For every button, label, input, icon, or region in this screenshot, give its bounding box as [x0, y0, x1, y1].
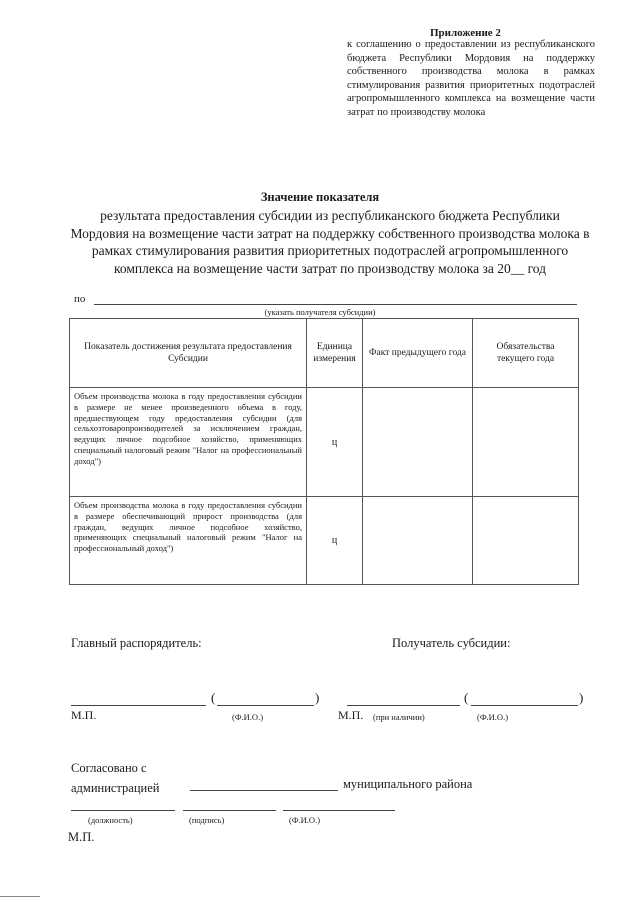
agreement-line-2: администрацией	[71, 781, 160, 795]
admin-fio-caption: (Ф.И.О.)	[232, 712, 264, 722]
agreement-line-1: Согласовано с	[71, 761, 147, 775]
signature-caption: (подпись)	[189, 815, 225, 825]
header-indicator: Показатель достижения результата предоставления Субсидии	[70, 319, 307, 388]
recipient-fio-bracket-open: (	[464, 690, 469, 705]
admin-fio-bracket-open: (	[211, 690, 216, 705]
unit-cell: ц	[307, 497, 363, 585]
obligation-cell[interactable]	[473, 388, 579, 497]
header-fact: Факт предыдущего года	[363, 319, 473, 388]
agreement-label	[71, 758, 159, 798]
recipient-fio-caption: (Ф.И.О.)	[477, 712, 509, 722]
recipient-stamp-note: (при наличии)	[373, 712, 425, 722]
recipient-fill-line	[94, 304, 577, 305]
admin-signature-line	[71, 705, 206, 706]
admin-stamp-place: М.П.	[71, 708, 97, 722]
indicator-cell: Объем производства молока в году предоставления субсидии в размере обеспечивающий прирост производства (для граждан, ведущих личное подсобное хозяйство, применяющих специальный налоговый режим "Налог на профессиональный доход")	[70, 497, 307, 585]
appendix-title: Приложение 2	[430, 27, 501, 39]
subsidy-recipient-label: Получатель субсидии:	[392, 636, 511, 650]
recipient-stamp-place: М.П.	[338, 708, 364, 722]
fact-cell[interactable]	[363, 497, 473, 585]
signature-line	[183, 810, 276, 811]
page-edge-mark	[0, 896, 40, 897]
recipient-hint: (указать получателя субсидии)	[264, 307, 376, 317]
agreement-stamp-place: М.П.	[68, 830, 95, 844]
unit-cell: ц	[307, 388, 363, 497]
table-row	[70, 388, 579, 497]
header-obligation: Обязательства текущего года	[473, 319, 579, 388]
municipal-district-label: муниципального района	[343, 777, 473, 791]
recipient-fio-bracket-close: )	[579, 690, 584, 705]
administration-fill-line	[190, 790, 338, 791]
appendix-text: к соглашению о предоставлении из республиканского бюджета Республики Мордовия на поддержку собственного производства молока в рамках стимулирования развития приоритетных подотраслей агропромышленного комплекса на возмещение части затрат по производству молока	[347, 39, 595, 118]
main-administrator-label: Главный распорядитель:	[71, 636, 202, 650]
obligation-cell[interactable]	[473, 497, 579, 585]
document-subtitle: результата предоставления субсидии из республиканского бюджета Республики Мордовия на возмещение части затрат на поддержку собственного производства молока в рамках стимулирования развития приоритетных подотраслей агропромышленного комплекса на возмещение части затрат по производству молока за 20__ год	[70, 208, 590, 276]
table-row	[70, 497, 579, 585]
recipient-fio-line	[471, 705, 578, 706]
admin-fio-line	[217, 705, 314, 706]
recipient-signature-line	[347, 705, 460, 706]
recipient-prefix: по	[74, 293, 86, 305]
admin-fio-bracket-close: )	[315, 690, 320, 705]
fio-caption: (Ф.И.О.)	[289, 815, 321, 825]
header-unit: Единица измерения	[307, 319, 363, 388]
fact-cell[interactable]	[363, 388, 473, 497]
indicator-cell: Объем производства молока в году предоставления субсидии в размере не менее произведенного объема в году, предшествующем году предоставления субсидии (для сельхозтоваропроизводителей за исключением граждан, ведущих личное подсобное хозяйство, применяющих специальный налоговый режим "Налог на профессиональный доход")	[70, 388, 307, 497]
table-header-row	[70, 319, 579, 388]
fio-line	[283, 810, 395, 811]
position-line	[71, 810, 175, 811]
document-title: Значение показателя	[260, 190, 380, 204]
indicator-table	[69, 318, 579, 585]
position-caption: (должность)	[88, 815, 133, 825]
